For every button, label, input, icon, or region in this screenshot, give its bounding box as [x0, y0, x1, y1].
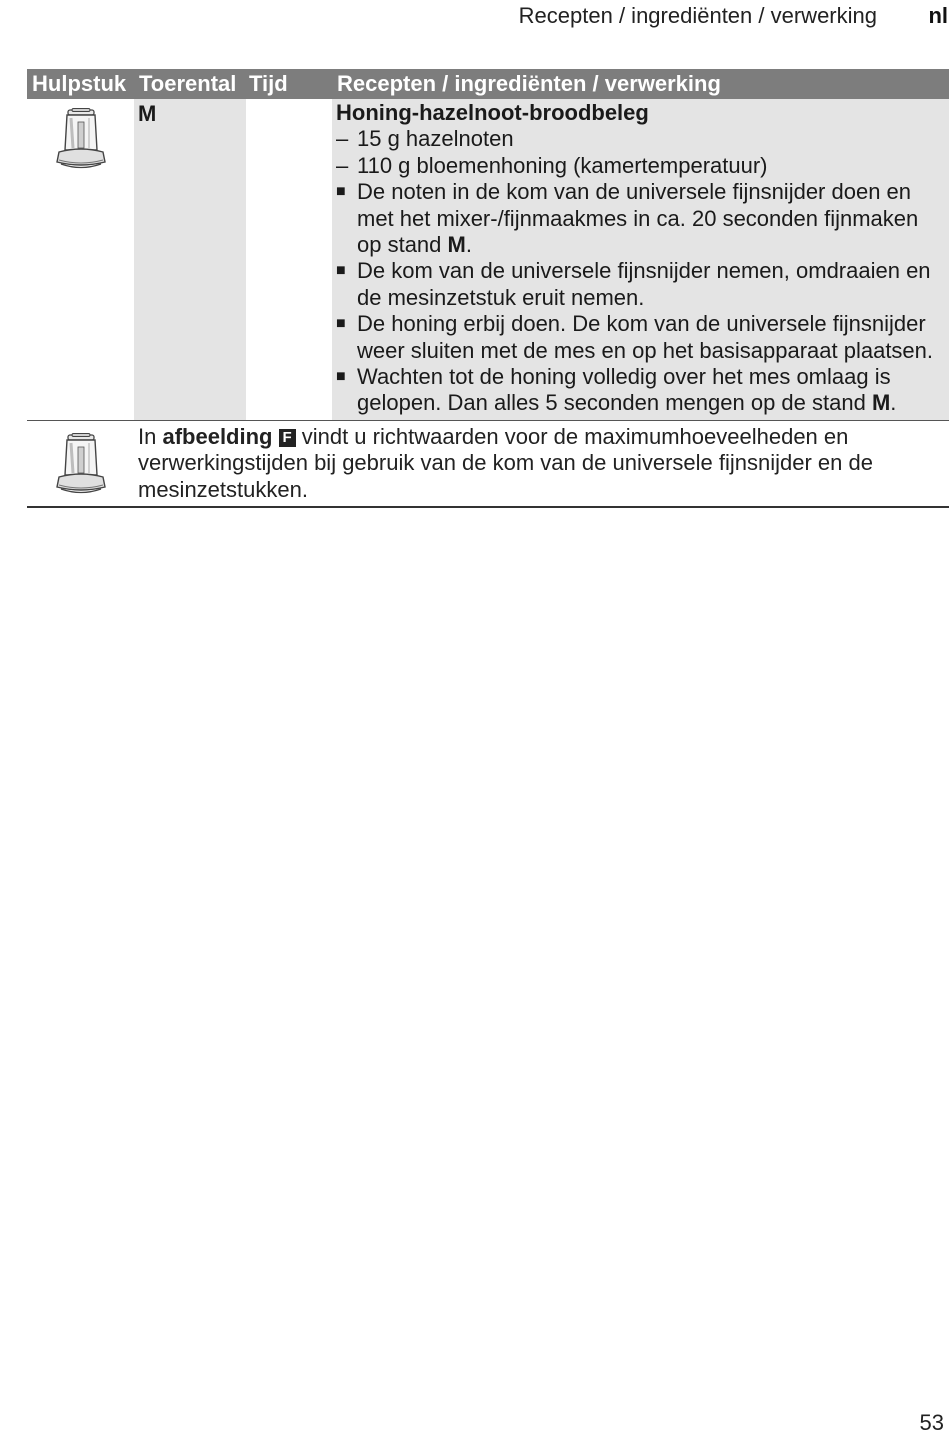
universal-cutter-bowl-icon	[55, 108, 107, 172]
running-header	[0, 3, 950, 31]
column-header-time: Tijd	[246, 69, 332, 99]
square-bullet-icon: ■	[336, 368, 346, 386]
dash-marker: –	[336, 152, 349, 178]
step-text: De noten in de kom van de universele fijnsnijder doen en met het mixer-/fijnmaakmes in ca. 20 seconden fijnmaken op stand M.	[357, 179, 919, 258]
note-text: In afbeelding F vindt u richtwaarden voor de maximumhoeveelheden en verwerkingstijden bij gebruik van de kom van de universele fijnsnijder en de mesinzetstukken.	[134, 420, 949, 507]
figure-reference-badge: F	[279, 429, 296, 447]
step-item	[336, 364, 945, 417]
ingredient-item	[336, 126, 945, 152]
speed-cell: M	[134, 99, 246, 420]
figure-reference-label: afbeelding	[162, 423, 273, 449]
ingredient-text: 15 g hazelnoten	[357, 126, 514, 152]
note-row	[27, 420, 949, 507]
step-text: Wachten tot de honing volledig over het mes omlaag is gelopen. Dan alles 5 seconden mengen op de stand M.	[357, 364, 897, 416]
recipe-cell	[332, 99, 949, 420]
step-text: De honing erbij doen. De kom van de universele fijnsnijder weer sluiten met de mes en op het basisapparaat plaatsen.	[357, 311, 934, 363]
column-header-tool: Hulpstuk	[27, 69, 134, 99]
square-bullet-icon: ■	[336, 262, 346, 280]
column-header-recipe: Recepten / ingrediënten / verwerking	[332, 69, 949, 99]
step-text: De kom van de universele fijnsnijder nemen, omdraaien en de mesinzetstuk eruit nemen.	[357, 258, 931, 310]
step-item	[336, 179, 945, 258]
square-bullet-icon: ■	[336, 315, 346, 333]
time-cell	[246, 99, 332, 420]
tool-cell	[27, 420, 134, 507]
column-header-speed: Toerental	[134, 69, 246, 99]
ingredient-item	[336, 153, 945, 179]
dash-marker: –	[336, 126, 349, 152]
step-item	[336, 258, 945, 311]
universal-cutter-bowl-icon	[55, 433, 107, 497]
tool-cell	[27, 99, 134, 420]
running-title: Recepten / ingrediënten / verwerking	[518, 3, 877, 28]
table-header-row	[27, 69, 949, 99]
step-item	[336, 311, 945, 364]
recipe-title: Honing-hazelnoot-broodbeleg	[336, 100, 649, 125]
page-number: 53	[919, 1410, 944, 1435]
ingredient-text: 110 g bloemenhoning (kamertemperatuur)	[357, 152, 768, 178]
recipe-table	[27, 69, 949, 508]
square-bullet-icon: ■	[336, 183, 346, 201]
language-tag: nl	[928, 3, 948, 28]
table-row	[27, 99, 949, 420]
